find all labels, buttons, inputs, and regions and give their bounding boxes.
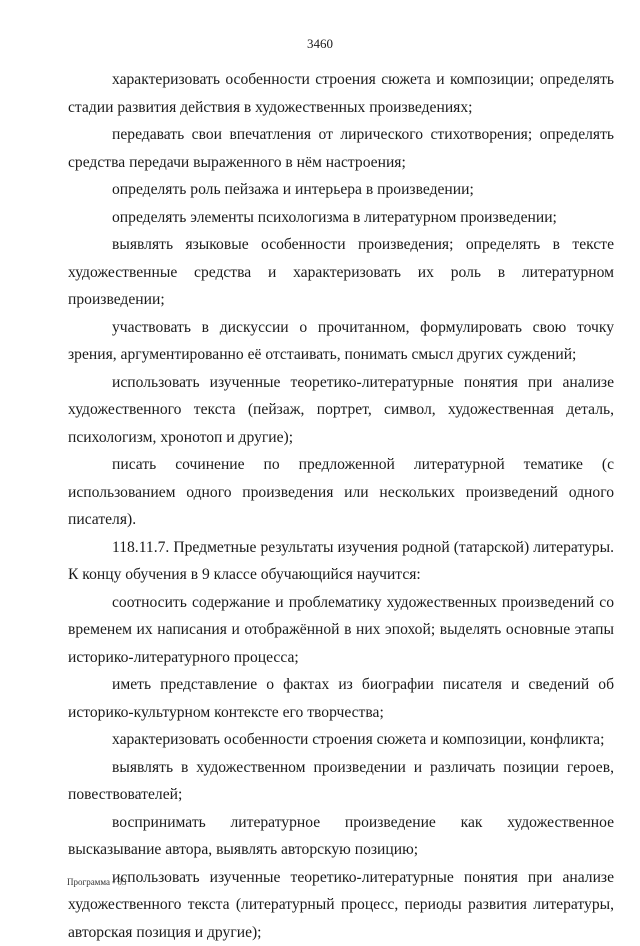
- paragraph: выявлять в художественном произведении и различать позиции героев, повествователей;: [68, 754, 614, 809]
- paragraph: выявлять языковые особенности произведения; определять в тексте художественные средства и характеризовать их роль в литературном произведении;: [68, 231, 614, 314]
- paragraph: иметь представление о фактах из биографии писателя и сведений об историко-культурном контексте его творчества;: [68, 671, 614, 726]
- paragraph: воспринимать литературное произведение как художественное высказывание автора, выявлять авторскую позицию;: [68, 809, 614, 864]
- paragraph: участвовать в дискуссии о прочитанном, формулировать свою точку зрения, аргументированно её отстаивать, понимать смысл других суждений;: [68, 314, 614, 369]
- footer-label: Программа - 03: [67, 877, 127, 887]
- paragraph: определять элементы психологизма в литературном произведении;: [68, 204, 614, 232]
- document-body: [68, 66, 614, 946]
- page-number: 3460: [0, 36, 640, 52]
- paragraph: передавать свои впечатления от лирического стихотворения; определять средства передачи выраженного в нём настроения;: [68, 121, 614, 176]
- paragraph: характеризовать особенности строения сюжета и композиции; определять стадии развития действия в художественных произведениях;: [68, 66, 614, 121]
- paragraph: характеризовать особенности строения сюжета и композиции, конфликта;: [68, 726, 614, 754]
- paragraph: соотносить содержание и проблематику художественных произведений со временем их написания и отображённой в них эпохой; выделять основные этапы историко-литературного процесса;: [68, 589, 614, 672]
- section-paragraph: 118.11.7. Предметные результаты изучения родной (татарской) литературы. К концу обучения в 9 классе обучающийся научится:: [68, 534, 614, 589]
- paragraph: использовать изученные теоретико-литературные понятия при анализе художественного текста (пейзаж, портрет, символ, художественная деталь, психологизм, хронотоп и другие);: [68, 369, 614, 452]
- paragraph: писать сочинение по предложенной литературной тематике (с использованием одного произведения или нескольких произведений одного писателя).: [68, 451, 614, 534]
- paragraph: использовать изученные теоретико-литературные понятия при анализе художественного текста (литературный процесс, периоды развития литературы, авторская позиция и другие);: [68, 864, 614, 946]
- paragraph: определять роль пейзажа и интерьера в произведении;: [68, 176, 614, 204]
